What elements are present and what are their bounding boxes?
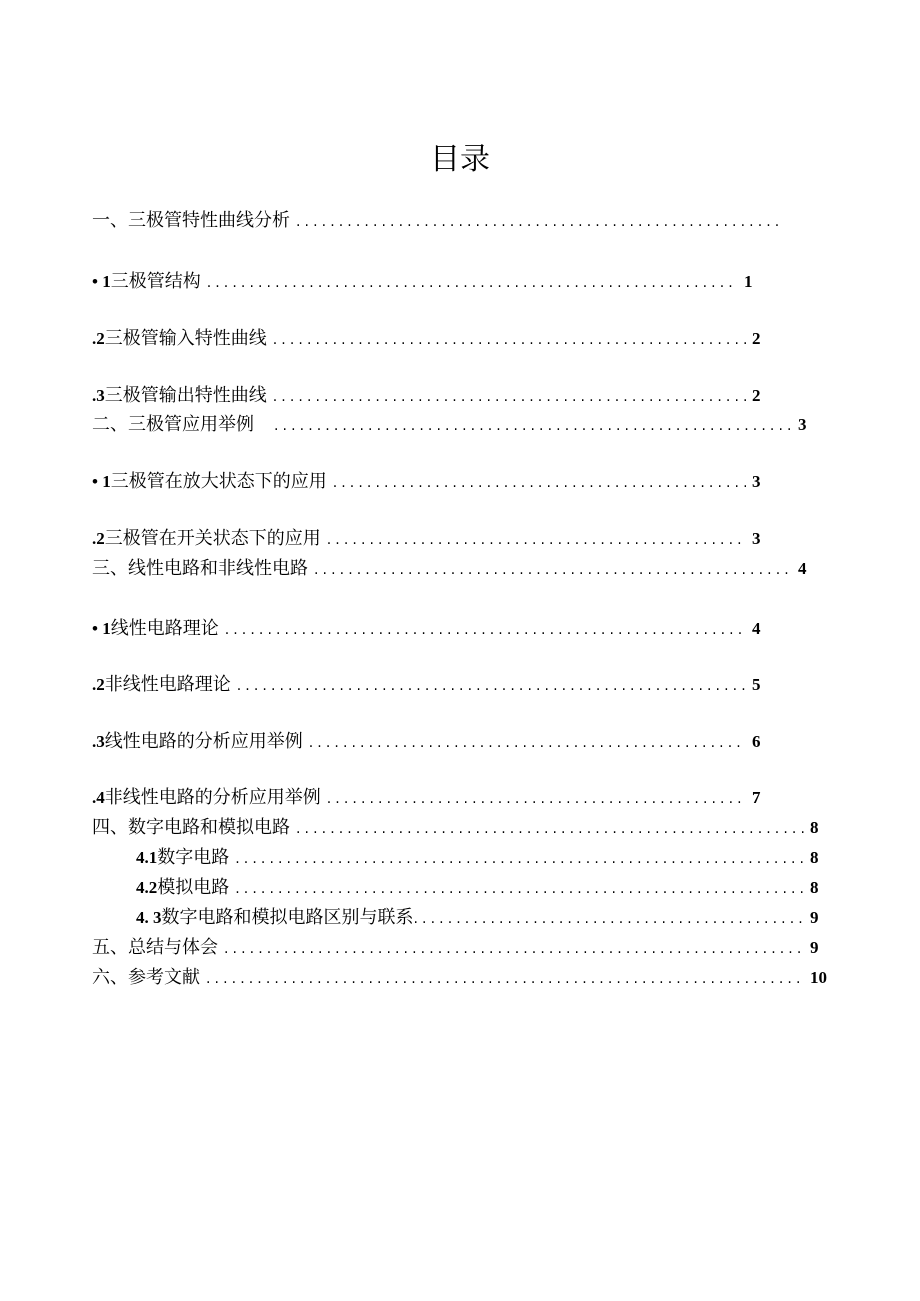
toc-entry-page: 4 [798, 559, 807, 578]
toc-entry-label: 二、三极管应用举例 [92, 414, 254, 435]
toc-entry-label: 非线性电路理论 [104, 674, 231, 695]
toc-entry-5[interactable] [92, 935, 818, 961]
toc-entry-label: 三极管输入特性曲线 [104, 328, 267, 349]
toc-entry-prefix: .2 [92, 329, 105, 348]
toc-entry-label: 非线性电路的分析应用举例 [104, 787, 321, 808]
page-title: 目录 [430, 142, 490, 177]
toc-leader-dots [225, 617, 746, 643]
toc-entry-1-2[interactable] [92, 326, 760, 352]
toc-entry-prefix: .2 [92, 675, 105, 694]
toc-leader-dots [327, 786, 746, 812]
toc-entry-label: 线性电路理论 [110, 618, 219, 639]
toc-entry-label: 线性电路的分析应用举例 [104, 731, 303, 752]
toc-entry-label: 数字电路 [157, 847, 230, 868]
toc-leader-dots [296, 816, 804, 842]
toc-entry-4-3[interactable] [136, 905, 818, 931]
toc-entry-label: 模拟电路 [157, 877, 230, 898]
toc-entry-page: 8 [810, 878, 819, 897]
toc-entry-label: 三、线性电路和非线性电路 [92, 558, 308, 579]
toc-leader-dots [206, 966, 804, 992]
toc-entry-prefix: .2 [92, 529, 105, 548]
toc-entry-label: 一、三极管特性曲线分析 [92, 210, 290, 231]
toc-entry-1-3[interactable] [92, 383, 760, 409]
toc-entry-1[interactable] [92, 208, 792, 234]
toc-entry-3-1[interactable] [92, 616, 760, 642]
toc-entry-prefix: • 1 [92, 472, 111, 491]
toc-leader-dots [224, 936, 804, 962]
toc-entry-page: 8 [810, 818, 819, 837]
toc-entry-2-1[interactable] [92, 469, 760, 495]
toc-entry-page: 4 [752, 619, 761, 638]
toc-entry-page: 7 [752, 788, 761, 807]
toc-leader-dots [309, 730, 746, 756]
toc-entry-3-4[interactable] [92, 785, 760, 811]
toc-leader-dots [327, 527, 746, 553]
toc-entry-page: 9 [810, 938, 819, 957]
toc-entry-prefix: .4 [92, 788, 105, 807]
toc-entry-label: 六、参考文献 [92, 967, 200, 988]
toc-leader-dots [235, 876, 804, 902]
toc-entry-page: 9 [810, 908, 819, 927]
toc-entry-1-1[interactable] [92, 269, 752, 295]
toc-entry-6[interactable] [92, 965, 827, 991]
toc-entry-prefix: .3 [92, 732, 105, 751]
toc-entry-label: 数字电路和模拟电路区别与联系 [161, 907, 414, 928]
toc-entry-page: 2 [752, 386, 761, 405]
toc-entry-prefix: 4.1 [136, 848, 158, 867]
toc-leader-dots [273, 327, 746, 353]
toc-entry-3-2[interactable] [92, 672, 760, 698]
toc-entry-prefix: .3 [92, 386, 105, 405]
toc-entry-page: 10 [810, 968, 827, 987]
toc-leader-dots [414, 906, 805, 932]
toc-entry-prefix: • 1 [92, 619, 111, 638]
toc-entry-2-2[interactable] [92, 526, 760, 552]
toc-leader-dots [273, 384, 746, 410]
toc-entry-page: 5 [752, 675, 761, 694]
toc-leader-dots [333, 470, 746, 496]
toc-entry-4-1[interactable] [136, 845, 818, 871]
toc-leader-dots [296, 209, 778, 235]
toc-entry-4-2[interactable] [136, 875, 818, 901]
toc-leader-dots [274, 413, 792, 439]
toc-entry-page: 1 [744, 272, 753, 291]
toc-entry-label: 三极管在开关状态下的应用 [104, 528, 321, 549]
toc-entry-page: 2 [752, 329, 761, 348]
toc-leader-dots [235, 846, 804, 872]
toc-entry-page: 3 [798, 415, 807, 434]
toc-entry-2[interactable] [92, 412, 806, 438]
toc-entry-label: 三极管输出特性曲线 [104, 385, 267, 406]
toc-entry-3[interactable] [92, 556, 806, 582]
toc-entry-page: 3 [752, 472, 761, 491]
toc-entry-prefix: 4.2 [136, 878, 158, 897]
toc-entry-label: 三极管在放大状态下的应用 [110, 471, 327, 492]
toc-entry-label: 五、总结与体会 [92, 937, 218, 958]
toc-entry-prefix: • 1 [92, 272, 111, 291]
toc-entry-4[interactable] [92, 815, 818, 841]
toc-entry-page: 6 [752, 732, 761, 751]
toc-entry-3-3[interactable] [92, 729, 760, 755]
toc-entry-page: 8 [810, 848, 819, 867]
toc-leader-dots [237, 673, 746, 699]
toc-entry-label: 三极管结构 [110, 271, 201, 292]
toc-leader-dots [314, 557, 792, 583]
toc-entry-label: 四、数字电路和模拟电路 [92, 817, 290, 838]
toc-entry-prefix: 4. 3 [136, 908, 162, 927]
toc-leader-dots [207, 270, 738, 296]
toc-entry-page: 3 [752, 529, 761, 548]
